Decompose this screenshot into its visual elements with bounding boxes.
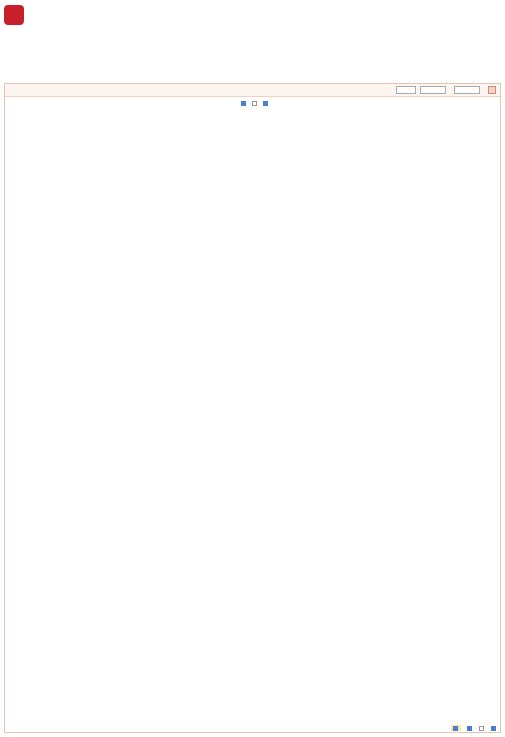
footer-option-line[interactable] bbox=[491, 725, 497, 730]
option-layer[interactable] bbox=[252, 100, 258, 105]
panel-header bbox=[5, 84, 500, 97]
to-issue-input[interactable] bbox=[454, 86, 480, 94]
site-logo[interactable] bbox=[4, 5, 24, 25]
query-button[interactable] bbox=[488, 86, 496, 94]
checkbox-icon[interactable] bbox=[479, 726, 484, 731]
nav-row-2 bbox=[6, 42, 499, 54]
checkbox-icon[interactable] bbox=[491, 726, 496, 731]
nav-row-1 bbox=[6, 30, 499, 42]
footer-option-layer[interactable] bbox=[479, 725, 485, 730]
footer-option-missing[interactable] bbox=[467, 725, 473, 730]
from-issue-input[interactable] bbox=[420, 86, 446, 94]
checkbox-icon[interactable] bbox=[241, 101, 246, 106]
site-header bbox=[0, 0, 505, 30]
nav-row-3 bbox=[6, 54, 499, 66]
issue-select[interactable] bbox=[396, 86, 416, 94]
option-missing[interactable] bbox=[241, 100, 247, 105]
trend-table bbox=[5, 109, 500, 689]
checkbox-icon[interactable] bbox=[453, 726, 458, 731]
trend-grid bbox=[5, 109, 500, 689]
issue-filter bbox=[384, 86, 496, 94]
checkbox-icon[interactable] bbox=[467, 726, 472, 731]
checkbox-icon[interactable] bbox=[252, 101, 257, 106]
trend-panel bbox=[4, 83, 501, 733]
nav-menu bbox=[0, 30, 505, 66]
option-line[interactable] bbox=[263, 100, 269, 105]
checkbox-icon[interactable] bbox=[263, 101, 268, 106]
footer-option-preselect[interactable] bbox=[451, 725, 461, 730]
display-options bbox=[5, 97, 500, 109]
bottom-options bbox=[4, 723, 501, 733]
